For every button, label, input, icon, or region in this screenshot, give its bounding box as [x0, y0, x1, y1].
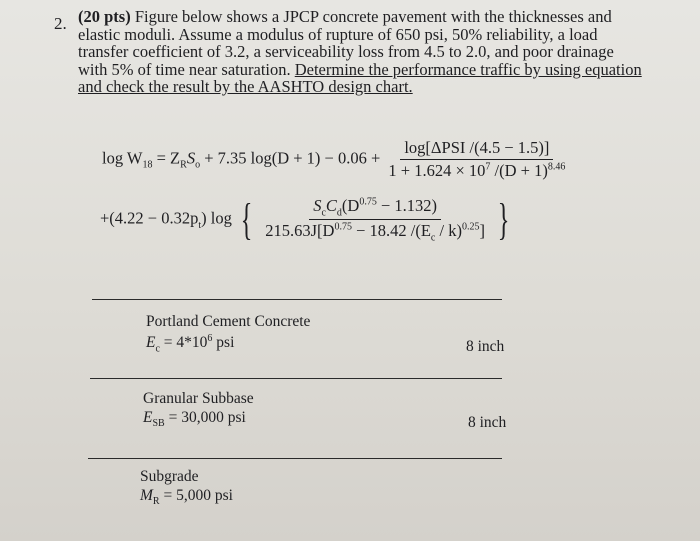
points-label: (20 pts): [78, 7, 131, 26]
layer-1-modulus: $E_c = 4*10^6$ psi: [146, 333, 235, 355]
statement-line-1: Figure below shows a JPCP concrete pavement with the thicknesses and: [134, 7, 612, 26]
problem-statement: [78, 8, 683, 96]
statement-line-2: elastic moduli. Assume a modulus of rupture of 650 psi, 50% reliability, a load: [78, 24, 598, 44]
layer-1-name: Portland Cement Concrete: [146, 313, 311, 330]
layer-3-name: Subgrade: [140, 468, 199, 485]
layer-3-modulus: $M_R = 5,000$ psi: [140, 487, 233, 508]
layer-2-name: Granular Subbase: [143, 390, 254, 407]
left-brace: {: [240, 194, 253, 244]
layer-2-thickness: 8 inch: [468, 414, 507, 431]
equation-line-2: $+(4.22 - 0.32p_t)$ log { $\frac{S_cC_d(D^{0.75} - 1.132)}{215.63J[D^{0.75} - 18.42 /(E_c / k)^{0.25}]}$ }: [100, 194, 510, 244]
equation-line-1: $\log W_{18} = Z_RS_o + 7.35$ log(D + 1) − 0.06 + $\frac{\text{log[ΔPSI /(4.5 − 1.5)]}}{1 + 1.624 \times 10^7 /(D + 1)^{8.46}}$: [102, 138, 569, 181]
layer-1-thickness: 8 inch: [466, 338, 505, 355]
statement-line-3: transfer coefficient of 3.2, a serviceability loss from 4.5 to 2.0, and poor drainage: [78, 42, 614, 62]
right-brace: }: [497, 194, 510, 244]
statement-line-4: with 5% of time near saturation.: [78, 59, 291, 79]
question-number: 2.: [54, 14, 67, 33]
layer-boundary-1: [90, 378, 502, 379]
statement-task: Determine the performance traffic by using equation: [294, 59, 642, 79]
equation-fraction-2: $\frac{S_cC_d(D^{0.75} - 1.132)}{215.63J[D^{0.75} - 18.42 /(E_c / k)^{0.25}]}$: [265, 196, 485, 244]
layer-boundary-top: [92, 299, 502, 300]
layer-2-modulus: $E_{SB} = 30,000$ psi: [143, 409, 246, 430]
layer-boundary-2: [88, 458, 502, 459]
equation-fraction-1: $\frac{\text{log[ΔPSI /(4.5 − 1.5)]}}{1 + 1.624 \times 10^7 /(D + 1)^{8.46}}$: [388, 138, 566, 180]
statement-task-cont: and check the result by the AASHTO design chart.: [78, 77, 413, 97]
